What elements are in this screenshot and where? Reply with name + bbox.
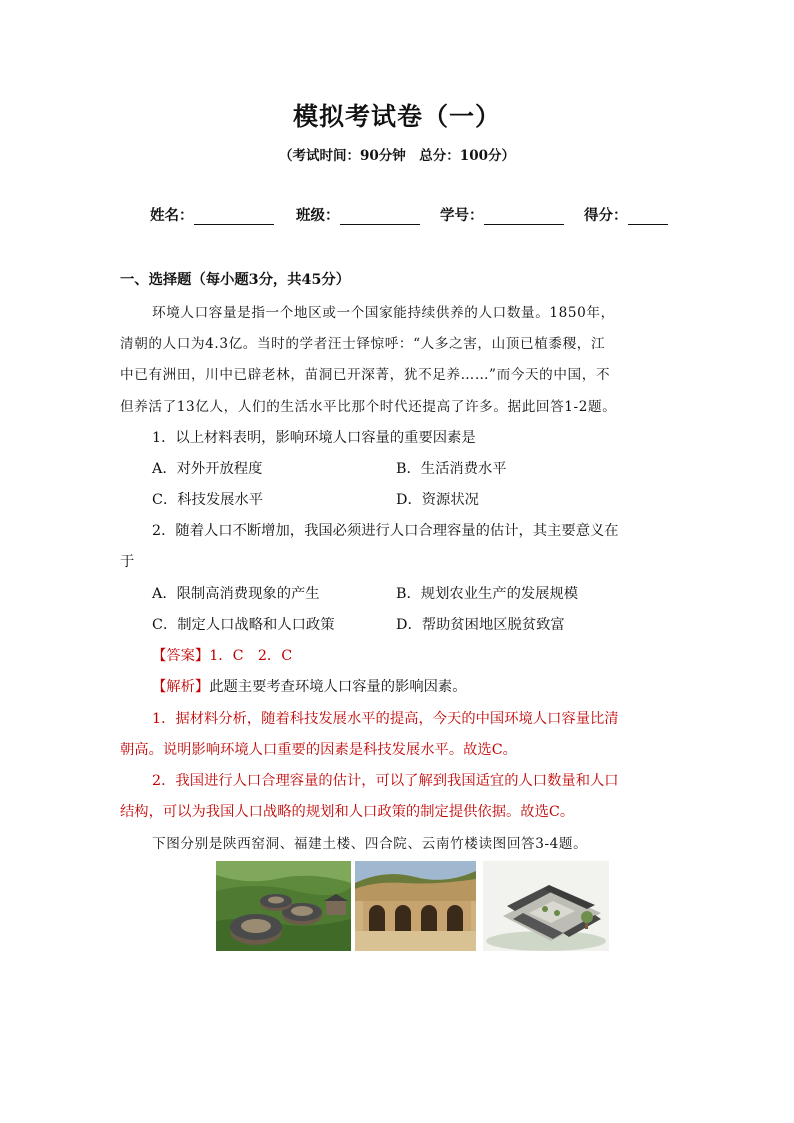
class-label: 班级： (296, 207, 340, 224)
passage-line: 清朝的人口为4.3亿。当时的学者汪士铎惊呼：“人多之害，山顶已植黍稷，江 (120, 336, 606, 352)
page-title: 模拟考试卷（一） (292, 102, 501, 131)
question-1-stem: 1．以上材料表明，影响环境人口容量的重要因素是 (152, 430, 476, 446)
q2-option-a: A．限制高消费现象的产生 (152, 586, 320, 602)
q2-option-b: B．规划农业生产的发展规模 (396, 586, 579, 602)
passage-line: 但养活了13亿人，人们的生活水平比那个时代还提高了许多。据此回答1-2题。 (120, 399, 617, 415)
exam-subtitle: （考试时间：90分钟 总分：100分） (279, 148, 515, 164)
score-field (584, 204, 668, 225)
analysis-label: 【解析】 (152, 679, 210, 695)
passage-line: 环境人口容量是指一个地区或一个国家能持续供养的人口数量。1850年， (152, 305, 615, 321)
analysis-line (152, 676, 467, 696)
id-blank[interactable] (484, 207, 564, 225)
name-blank[interactable] (194, 207, 274, 225)
tulou-photo (216, 861, 351, 951)
answer-text: 1．C 2．C (209, 648, 293, 664)
id-label: 学号： (440, 207, 484, 224)
score-blank[interactable] (628, 207, 668, 225)
siheyuan-photo (483, 861, 609, 951)
name-label: 姓名： (150, 207, 194, 224)
class-field (296, 204, 420, 225)
q1-option-c: C．科技发展水平 (152, 492, 264, 508)
passage-line: 中已有洲田，川中已辟老林，苗洞已开深菁，犹不足养……”而今天的中国，不 (120, 367, 611, 383)
class-blank[interactable] (340, 207, 420, 225)
q2-option-c: C．制定人口战略和人口政策 (152, 617, 335, 633)
analysis-text: 此题主要考查环境人口容量的影响因素。 (209, 679, 467, 695)
figure-intro: 下图分别是陕西窑洞、福建土楼、四合院、云南竹楼读图回答3-4题。 (152, 836, 588, 852)
question-2-stem: 2．随着人口不断增加，我国必须进行人口合理容量的估计，其主要意义在 (152, 523, 619, 539)
section-heading: 一、选择题（每小题3分，共45分） (120, 272, 350, 288)
name-field (150, 204, 274, 225)
analysis-point-1: 1．据材料分析，随着科技发展水平的提高，今天的中国环境人口容量比清 (152, 711, 619, 727)
q1-option-d: D．资源状况 (396, 492, 479, 508)
id-field (440, 204, 564, 225)
student-info-row (150, 204, 690, 228)
answer-label: 【答案】 (152, 648, 210, 664)
q1-option-a: A．对外开放程度 (152, 461, 263, 477)
question-2-stem-cont: 于 (120, 554, 135, 570)
q1-option-b: B．生活消费水平 (396, 461, 507, 477)
analysis-point-2-cont: 结构，可以为我国人口战略的规划和人口政策的制定提供依据。故选C。 (120, 804, 575, 820)
yaodong-photo (355, 861, 476, 951)
analysis-point-2: 2．我国进行人口合理容量的估计，可以了解到我国适宜的人口数量和人口 (152, 773, 619, 789)
answer-line (152, 645, 292, 665)
analysis-point-1-cont: 朝高。说明影响环境人口重要的因素是科技发展水平。故选C。 (120, 742, 517, 758)
score-label: 得分： (584, 207, 628, 224)
q2-option-d: D．帮助贫困地区脱贫致富 (396, 617, 565, 633)
